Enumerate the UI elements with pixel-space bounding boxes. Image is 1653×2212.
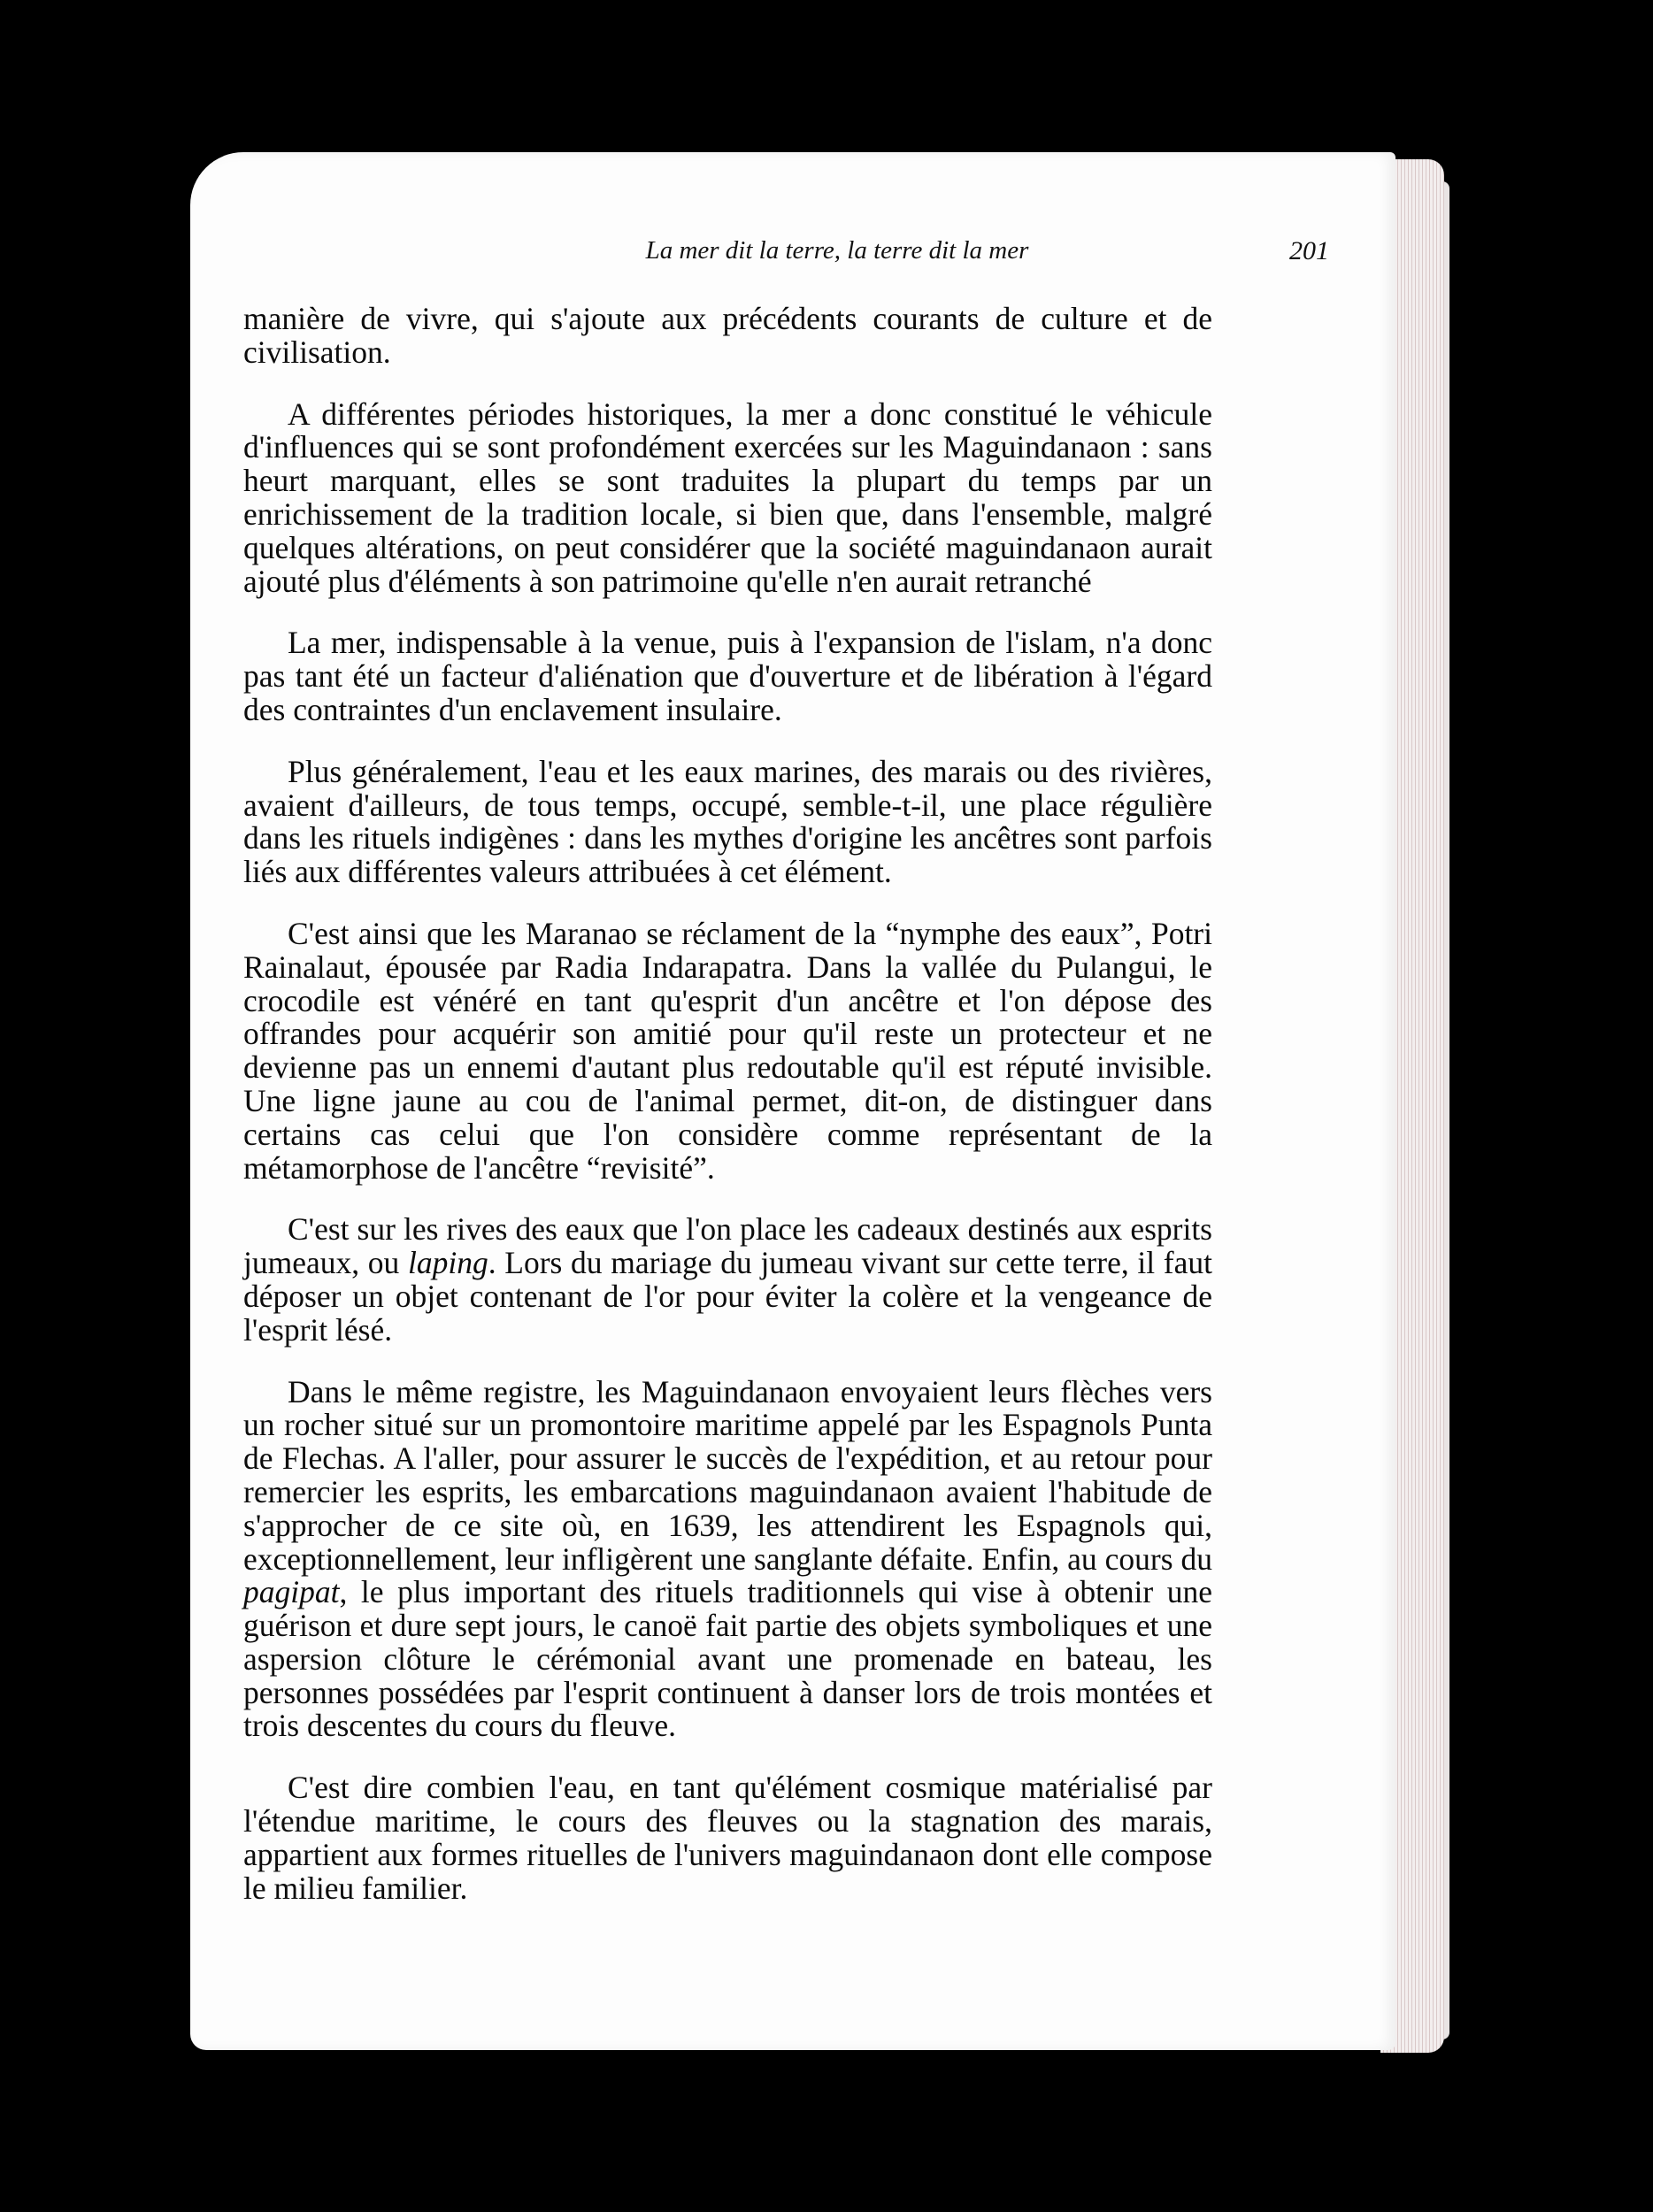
paragraph-7 [243,1373,1212,1744]
body-text [243,303,1212,1933]
paragraph-7-italic-term: pagipat [243,1574,340,1610]
paragraph-2: A différentes périodes historiques, la mer a donc constitué le véhicule d'influences qui se sont profondément exercées sur les Maguindanaon : sans heurt marquant, elles se sont traduites la plupart du temps par un enrichissement de la tradition locale, si bien que, dans l'ensemble, malgré quelques altérations, on peut considérer que la société maguindanaon aurait ajouté plus d'éléments à son patrimoine qu'elle n'en aurait retranché [243,396,1212,599]
paragraph-1: manière de vivre, qui s'ajoute aux précédents courants de culture et de civilisation. [243,301,1212,370]
paragraph-6-text-b: . Lors du mariage du jumeau vivant sur cette terre, il faut déposer un objet contenant de l'or pour éviter la colère et la vengeance de l'esprit lésé. [243,1245,1212,1348]
paragraph-6 [243,1213,1212,1347]
paragraph-6-italic-term: laping [408,1245,488,1281]
paragraph-7-text-b: , le plus important des rituels traditionnels qui vise à obtenir une guérison et dure sept jours, le canoë fait partie des objets symboliques et une aspersion clôture le cérémonial avant une promenade en bateau, les personnes possédées par l'esprit continuent à danser lors de trois montées et trois descentes du cours du fleuve. [243,1574,1212,1744]
paragraph-5: C'est ainsi que les Maranao se réclament de la “nymphe des eaux”, Potri Rainalaut, épousée par Radia Indarapatra. Dans la vallée du Pulangui, le crocodile est vénéré en tant qu'esprit d'un ancêtre et l'on dépose des offrandes pour acquérir son amitié pour qu'il reste un protecteur et ne devienne pas un ennemi d'autant plus redoutable qu'il est réputé invisible. Une ligne jaune au cou de l'animal permet, dit-on, de distinguer dans certains cas celui que l'on considère comme représentant de la métamorphose de l'ancêtre “revisité”. [243,915,1212,1186]
book-page [190,152,1395,2050]
paragraph-3: La mer, indispensable à la venue, puis à l'expansion de l'islam, n'a donc pas tant été un facteur d'aliénation que d'ouverture et de libération à l'égard des contraintes d'un enclavement insulaire. [243,625,1212,727]
paragraph-8: C'est dire combien l'eau, en tant qu'élément cosmique matérialisé par l'étendue maritime, le cours des fleuves ou la stagnation des marais, appartient aux formes rituelles de l'univers maguindanaon dont elle compose le milieu familier. [243,1770,1212,1906]
page-number: 201 [1289,236,1329,265]
paragraph-7-text-a: Dans le même registre, les Maguindanaon envoyaient leurs flèches vers un rocher situé sur un promontoire maritime appelé par les Espagnols Punta de Flechas. A l'aller, pour assurer le succès de l'expédition, et au retour pour remercier les esprits, les embarcations maguindanaon avaient l'habitude de s'approcher de ce site où, en 1639, les attendirent les Espagnols qui, exceptionnellement, leur infligèrent une sanglante défaite. Enfin, au cours du [243,1373,1212,1577]
page-header [243,236,1351,272]
running-title: La mer dit la terre, la terre dit la mer [645,236,1029,265]
paragraph-6-text-a: C'est sur les rives des eaux que l'on place les cadeaux destinés aux esprits jumeaux, ou [243,1211,1212,1281]
paragraph-4: Plus généralement, l'eau et les eaux marines, des marais ou des rivières, avaient d'ailleurs, de tous temps, occupé, semble-t-il, une place régulière dans les rituels indigènes : dans les mythes d'origine les ancêtres sont parfois liés aux différentes valeurs attribuées à cet élément. [243,753,1212,890]
